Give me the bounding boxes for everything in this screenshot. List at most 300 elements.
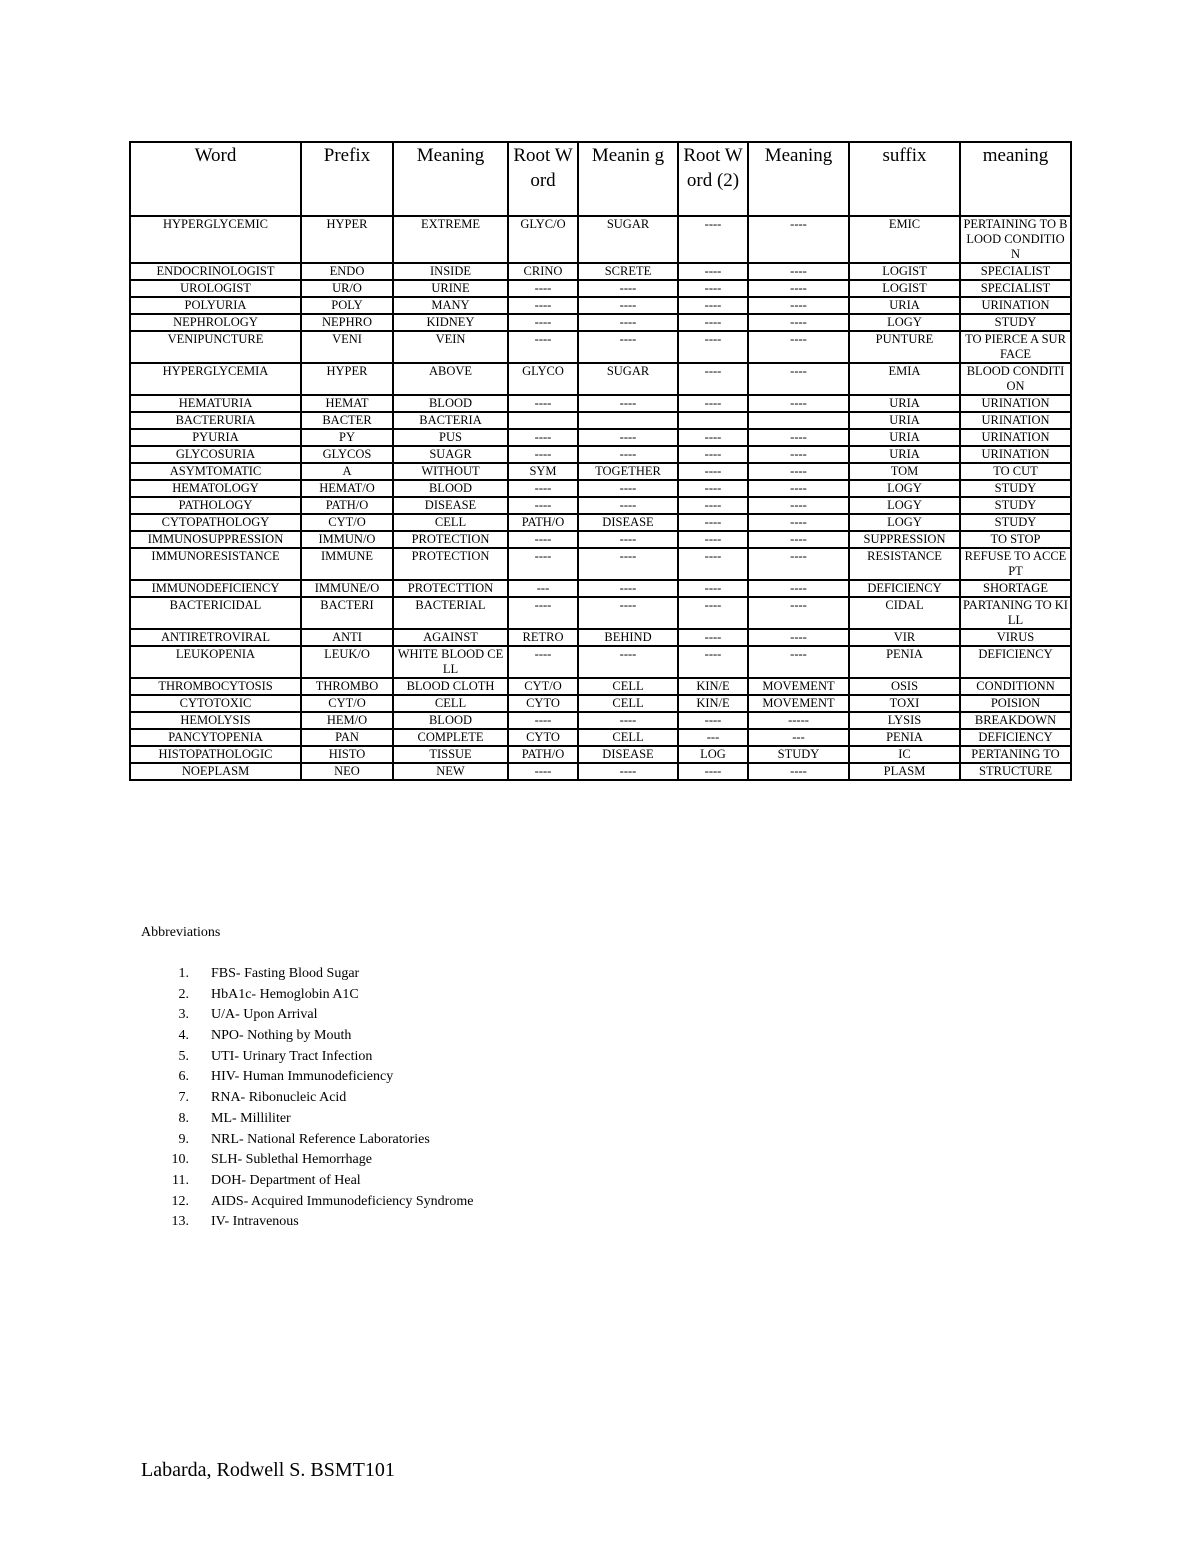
list-item — [141, 1150, 473, 1171]
table-cell: DEFICIENCY — [960, 646, 1071, 678]
terms-table — [129, 141, 1072, 781]
list-item — [141, 1088, 473, 1109]
table-cell: PANCYTOPENIA — [130, 729, 301, 746]
table-cell: ---- — [578, 480, 678, 497]
table-row — [130, 446, 1071, 463]
table-cell: URIA — [849, 429, 960, 446]
table-cell — [578, 412, 678, 429]
list-item-number: 13. — [171, 1214, 189, 1230]
table-cell: SPECIALIST — [960, 263, 1071, 280]
table-row — [130, 678, 1071, 695]
table-cell: HYPERGLYCEMIA — [130, 363, 301, 395]
table-cell: ---- — [748, 263, 849, 280]
table-cell: BLOOD — [393, 712, 508, 729]
table-cell: HEMAT/O — [301, 480, 393, 497]
table-cell: THROMBO — [301, 678, 393, 695]
table-cell: ---- — [678, 629, 748, 646]
table-row — [130, 763, 1071, 780]
list-item-number: 3. — [178, 1007, 189, 1023]
table-cell: ---- — [748, 363, 849, 395]
table-row — [130, 395, 1071, 412]
table-row — [130, 497, 1071, 514]
list-item-number: 12. — [171, 1193, 189, 1209]
table-cell: WITHOUT — [393, 463, 508, 480]
column-header: Meaning — [748, 142, 849, 216]
table-cell: EMIC — [849, 216, 960, 263]
table-cell: ---- — [508, 395, 578, 412]
table-cell: ---- — [508, 314, 578, 331]
table-cell: ---- — [678, 712, 748, 729]
table-cell: VIR — [849, 629, 960, 646]
column-header: suffix — [849, 142, 960, 216]
column-header: Root Word (2) — [678, 142, 748, 216]
table-cell: LEUK/O — [301, 646, 393, 678]
table-cell: STUDY — [748, 746, 849, 763]
table-cell: VEIN — [393, 331, 508, 363]
table-cell: LYSIS — [849, 712, 960, 729]
table-cell: ---- — [678, 531, 748, 548]
table-cell: ---- — [748, 763, 849, 780]
table-cell: TOM — [849, 463, 960, 480]
table-row — [130, 712, 1071, 729]
table-cell: URIA — [849, 446, 960, 463]
table-cell: KIN/E — [678, 695, 748, 712]
table-cell: WHITE BLOOD CELL — [393, 646, 508, 678]
table-cell: ---- — [578, 429, 678, 446]
table-cell: ENDO — [301, 263, 393, 280]
table-cell: CYTOPATHOLOGY — [130, 514, 301, 531]
table-row — [130, 746, 1071, 763]
list-item-text: SLH- Sublethal Hemorrhage — [211, 1152, 372, 1168]
list-item-number: 2. — [178, 986, 189, 1002]
table-cell: NEPHRO — [301, 314, 393, 331]
list-item — [141, 1047, 473, 1068]
table-row — [130, 729, 1071, 746]
table-cell: BLOOD CONDITION — [960, 363, 1071, 395]
table-cell: ---- — [748, 646, 849, 678]
column-header: Word — [130, 142, 301, 216]
table-cell: SYM — [508, 463, 578, 480]
list-item-text: IV- Intravenous — [211, 1214, 299, 1230]
list-item — [141, 1212, 473, 1233]
table-cell: ---- — [508, 646, 578, 678]
table-cell: INSIDE — [393, 263, 508, 280]
table-cell: IC — [849, 746, 960, 763]
list-item-number: 5. — [178, 1048, 189, 1064]
table-cell: ---- — [678, 395, 748, 412]
table-cell: ---- — [748, 216, 849, 263]
table-cell: ANTI — [301, 629, 393, 646]
table-cell: ---- — [748, 531, 849, 548]
table-cell: ---- — [678, 216, 748, 263]
table-cell: BACTERURIA — [130, 412, 301, 429]
column-header: Prefix — [301, 142, 393, 216]
table-cell: URINE — [393, 280, 508, 297]
table-cell: BACTER — [301, 412, 393, 429]
table-cell: NEPHROLOGY — [130, 314, 301, 331]
table-cell: ---- — [508, 531, 578, 548]
table-row — [130, 412, 1071, 429]
table-cell: ---- — [678, 646, 748, 678]
column-header: meaning — [960, 142, 1071, 216]
table-cell: ---- — [578, 395, 678, 412]
table-cell: STRUCTURE — [960, 763, 1071, 780]
table-cell: IMMUNORESISTANCE — [130, 548, 301, 580]
list-item-text: NRL- National Reference Laboratories — [211, 1131, 430, 1147]
table-cell: LOGY — [849, 497, 960, 514]
table-cell: URIA — [849, 395, 960, 412]
table-cell: SPECIALIST — [960, 280, 1071, 297]
table-cell: ---- — [748, 514, 849, 531]
table-cell: COMPLETE — [393, 729, 508, 746]
table-cell: POLYURIA — [130, 297, 301, 314]
table-cell: ---- — [678, 314, 748, 331]
table-cell: ---- — [508, 548, 578, 580]
table-cell: CELL — [578, 678, 678, 695]
table-cell: OSIS — [849, 678, 960, 695]
table-cell: ---- — [578, 763, 678, 780]
footer-author: Labarda, Rodwell S. BSMT101 — [141, 1459, 395, 1481]
table-cell: ---- — [578, 446, 678, 463]
table-cell: ---- — [678, 446, 748, 463]
table-cell: PENIA — [849, 646, 960, 678]
table-cell: PATH/O — [301, 497, 393, 514]
table-cell: PY — [301, 429, 393, 446]
table-cell: URINATION — [960, 395, 1071, 412]
table-cell: HEMATOLOGY — [130, 480, 301, 497]
table-cell: ANTIRETROVIRAL — [130, 629, 301, 646]
table-cell: LOGY — [849, 514, 960, 531]
table-cell: GLYCOS — [301, 446, 393, 463]
table-cell: ---- — [748, 280, 849, 297]
table-cell: TOXI — [849, 695, 960, 712]
table-cell: ---- — [678, 580, 748, 597]
table-cell: IMMUNODEFICIENCY — [130, 580, 301, 597]
list-item-text: UTI- Urinary Tract Infection — [211, 1048, 373, 1064]
list-item-text: U/A- Upon Arrival — [211, 1007, 318, 1023]
table-cell: CELL — [578, 695, 678, 712]
table-cell: SUPPRESSION — [849, 531, 960, 548]
table-row — [130, 314, 1071, 331]
table-cell: POISION — [960, 695, 1071, 712]
table-cell: ABOVE — [393, 363, 508, 395]
table-cell: ---- — [748, 429, 849, 446]
table-cell: CYT/O — [301, 695, 393, 712]
table-cell: CRINO — [508, 263, 578, 280]
column-header: Meaning — [393, 142, 508, 216]
table-cell: URINATION — [960, 297, 1071, 314]
table-cell: ---- — [678, 480, 748, 497]
table-cell: ---- — [508, 597, 578, 629]
table-cell: HEMATURIA — [130, 395, 301, 412]
table-cell: ASYMTOMATIC — [130, 463, 301, 480]
table-cell: TOGETHER — [578, 463, 678, 480]
table-cell: HYPERGLYCEMIC — [130, 216, 301, 263]
table-cell — [508, 412, 578, 429]
table-cell: IMMUN/O — [301, 531, 393, 548]
table-cell: ---- — [578, 297, 678, 314]
table-cell: LOG — [678, 746, 748, 763]
table-cell: PROTECTTION — [393, 580, 508, 597]
table-cell: URINATION — [960, 446, 1071, 463]
table-cell: HYPER — [301, 216, 393, 263]
table-cell: LEUKOPENIA — [130, 646, 301, 678]
table-row — [130, 263, 1071, 280]
table-body — [130, 216, 1071, 780]
table-cell: STUDY — [960, 480, 1071, 497]
table-row — [130, 297, 1071, 314]
list-item-number: 6. — [178, 1069, 189, 1085]
table-cell: VIRUS — [960, 629, 1071, 646]
table-cell: ---- — [748, 463, 849, 480]
table-cell: BLOOD CLOTH — [393, 678, 508, 695]
table-cell: ---- — [748, 446, 849, 463]
abbreviations-heading: Abbreviations — [141, 925, 221, 940]
table-cell: CELL — [393, 514, 508, 531]
table-cell: BLOOD — [393, 395, 508, 412]
abbreviations-list — [141, 964, 473, 1233]
table-cell: ---- — [678, 514, 748, 531]
table-cell: BACTERIAL — [393, 597, 508, 629]
table-cell: BACTERI — [301, 597, 393, 629]
table-cell: IMMUNE — [301, 548, 393, 580]
table-cell: ---- — [578, 548, 678, 580]
table-cell: ---- — [508, 331, 578, 363]
table-cell: URINATION — [960, 429, 1071, 446]
table-cell: HEMOLYSIS — [130, 712, 301, 729]
table-cell: CYT/O — [301, 514, 393, 531]
table-cell: URINATION — [960, 412, 1071, 429]
column-header: Root Word — [508, 142, 578, 216]
list-item — [141, 1130, 473, 1151]
table-cell: KIN/E — [678, 678, 748, 695]
list-item-number: 8. — [178, 1110, 189, 1126]
table-cell: HEM/O — [301, 712, 393, 729]
table-cell: TISSUE — [393, 746, 508, 763]
table-cell: DISEASE — [393, 497, 508, 514]
table-cell: ---- — [578, 497, 678, 514]
table-cell: --- — [678, 729, 748, 746]
list-item-number: 7. — [178, 1090, 189, 1106]
table-cell: ---- — [508, 497, 578, 514]
table-cell: PAN — [301, 729, 393, 746]
list-item — [141, 1171, 473, 1192]
table-cell: ---- — [508, 280, 578, 297]
table-cell: HEMAT — [301, 395, 393, 412]
table-cell: BEHIND — [578, 629, 678, 646]
table-cell: CELL — [578, 729, 678, 746]
table-cell: ---- — [678, 429, 748, 446]
list-item-text: HbA1c- Hemoglobin A1C — [211, 986, 359, 1002]
table-cell: PATH/O — [508, 746, 578, 763]
table-cell: TO CUT — [960, 463, 1071, 480]
table-cell: STUDY — [960, 497, 1071, 514]
column-header: Meanin g — [578, 142, 678, 216]
table-cell: PUS — [393, 429, 508, 446]
table-cell: GLYC/O — [508, 216, 578, 263]
list-item-text: FBS- Fasting Blood Sugar — [211, 966, 360, 981]
table-cell: DEFICIENCY — [960, 729, 1071, 746]
table-cell: TO STOP — [960, 531, 1071, 548]
table-cell: ---- — [748, 629, 849, 646]
table-cell: ---- — [578, 280, 678, 297]
table-cell: CONDITIONN — [960, 678, 1071, 695]
table-cell: STUDY — [960, 514, 1071, 531]
list-item-number: 9. — [178, 1131, 189, 1147]
table-row — [130, 646, 1071, 678]
table-cell: ---- — [748, 548, 849, 580]
list-item-text: NPO- Nothing by Mouth — [211, 1028, 352, 1044]
list-item — [141, 1026, 473, 1047]
table-cell: PERTANING TO — [960, 746, 1071, 763]
table-cell: ENDOCRINOLOGIST — [130, 263, 301, 280]
list-item-number: 11. — [172, 1172, 189, 1188]
table-cell: NEO — [301, 763, 393, 780]
table-cell: BREAKDOWN — [960, 712, 1071, 729]
table-cell: URIA — [849, 412, 960, 429]
table-cell: ---- — [508, 429, 578, 446]
table-cell: ---- — [508, 480, 578, 497]
table-row — [130, 514, 1071, 531]
table-cell: ---- — [748, 297, 849, 314]
table-cell: UR/O — [301, 280, 393, 297]
table-cell: PENIA — [849, 729, 960, 746]
table-cell: HISTOPATHOLOGIC — [130, 746, 301, 763]
table-cell: GLYCO — [508, 363, 578, 395]
table-row — [130, 463, 1071, 480]
table-cell: ---- — [748, 580, 849, 597]
list-item-text: ML- Milliliter — [211, 1110, 291, 1126]
table-cell: EXTREME — [393, 216, 508, 263]
table-cell: DISEASE — [578, 514, 678, 531]
table-cell: SUAGR — [393, 446, 508, 463]
table-cell: PUNTURE — [849, 331, 960, 363]
table-cell: STUDY — [960, 314, 1071, 331]
table-cell: LOGIST — [849, 263, 960, 280]
table-row — [130, 580, 1071, 597]
table-cell: REFUSE TO ACCEPT — [960, 548, 1071, 580]
table-cell: ---- — [578, 314, 678, 331]
table-cell: ---- — [508, 763, 578, 780]
table-cell: CYTO — [508, 729, 578, 746]
table-cell: ---- — [508, 712, 578, 729]
table-cell: ---- — [678, 280, 748, 297]
table-cell: POLY — [301, 297, 393, 314]
table-cell: SCRETE — [578, 263, 678, 280]
table-cell: PLASM — [849, 763, 960, 780]
table-cell: IMMUNOSUPPRESSION — [130, 531, 301, 548]
table-cell: --- — [748, 729, 849, 746]
table-cell: LOGY — [849, 480, 960, 497]
list-item — [141, 964, 473, 985]
table-row — [130, 695, 1071, 712]
table-cell: ---- — [578, 580, 678, 597]
table-cell: PROTECTION — [393, 531, 508, 548]
table-row — [130, 597, 1071, 629]
table-cell: HISTO — [301, 746, 393, 763]
table-cell — [678, 412, 748, 429]
table-cell: PATHOLOGY — [130, 497, 301, 514]
table-cell: KIDNEY — [393, 314, 508, 331]
table-cell: ---- — [678, 297, 748, 314]
table-cell: BACTERICIDAL — [130, 597, 301, 629]
table-cell: BACTERIA — [393, 412, 508, 429]
table-cell: CELL — [393, 695, 508, 712]
table-cell: ---- — [508, 446, 578, 463]
table-cell: VENIPUNCTURE — [130, 331, 301, 363]
list-item — [141, 1109, 473, 1130]
list-item-text: DOH- Department of Heal — [211, 1172, 361, 1188]
table-cell: ---- — [578, 712, 678, 729]
table-row — [130, 429, 1071, 446]
table-cell: ---- — [678, 497, 748, 514]
list-item — [141, 1192, 473, 1213]
table-cell: MANY — [393, 297, 508, 314]
table-cell: ----- — [748, 712, 849, 729]
table-row — [130, 548, 1071, 580]
table-cell: ---- — [578, 531, 678, 548]
table-cell: CIDAL — [849, 597, 960, 629]
table-cell: LOGIST — [849, 280, 960, 297]
table-cell: ---- — [748, 331, 849, 363]
table-row — [130, 280, 1071, 297]
table-cell: EMIA — [849, 363, 960, 395]
table-cell: CYT/O — [508, 678, 578, 695]
table-cell: ---- — [678, 597, 748, 629]
table-cell: ---- — [748, 395, 849, 412]
table-cell: SUGAR — [578, 363, 678, 395]
table-cell: RESISTANCE — [849, 548, 960, 580]
table-cell: ---- — [748, 314, 849, 331]
table-cell: ---- — [678, 363, 748, 395]
table-cell: LOGY — [849, 314, 960, 331]
table-cell: ---- — [748, 597, 849, 629]
table-row — [130, 480, 1071, 497]
table-cell: ---- — [578, 646, 678, 678]
list-item — [141, 985, 473, 1006]
list-item-number: 1. — [178, 966, 189, 981]
table-cell: TO PIERCE A SURFACE — [960, 331, 1071, 363]
list-item-text: HIV- Human Immunodeficiency — [211, 1069, 394, 1085]
table-cell: PROTECTION — [393, 548, 508, 580]
table-cell: PYURIA — [130, 429, 301, 446]
table-cell: VENI — [301, 331, 393, 363]
table-cell: IMMUNE/O — [301, 580, 393, 597]
list-item-text: AIDS- Acquired Immunodeficiency Syndrome — [211, 1193, 474, 1209]
table-cell: PERTAINING TO BLOOD CONDITION — [960, 216, 1071, 263]
list-item — [141, 1005, 473, 1026]
table-cell: HYPER — [301, 363, 393, 395]
table-cell: MOVEMENT — [748, 678, 849, 695]
table-cell: SHORTAGE — [960, 580, 1071, 597]
table-cell: ---- — [748, 480, 849, 497]
table-cell: GLYCOSURIA — [130, 446, 301, 463]
table-cell: ---- — [678, 263, 748, 280]
table-cell: PARTANING TO KILL — [960, 597, 1071, 629]
table-row — [130, 531, 1071, 548]
table-cell: NEW — [393, 763, 508, 780]
table-cell: AGAINST — [393, 629, 508, 646]
table-row — [130, 363, 1071, 395]
table-cell: ---- — [508, 297, 578, 314]
table-cell: DEFICIENCY — [849, 580, 960, 597]
table-cell: A — [301, 463, 393, 480]
table-cell: DISEASE — [578, 746, 678, 763]
table-row — [130, 331, 1071, 363]
table-cell: URIA — [849, 297, 960, 314]
table-cell: ---- — [748, 497, 849, 514]
table-row — [130, 216, 1071, 263]
